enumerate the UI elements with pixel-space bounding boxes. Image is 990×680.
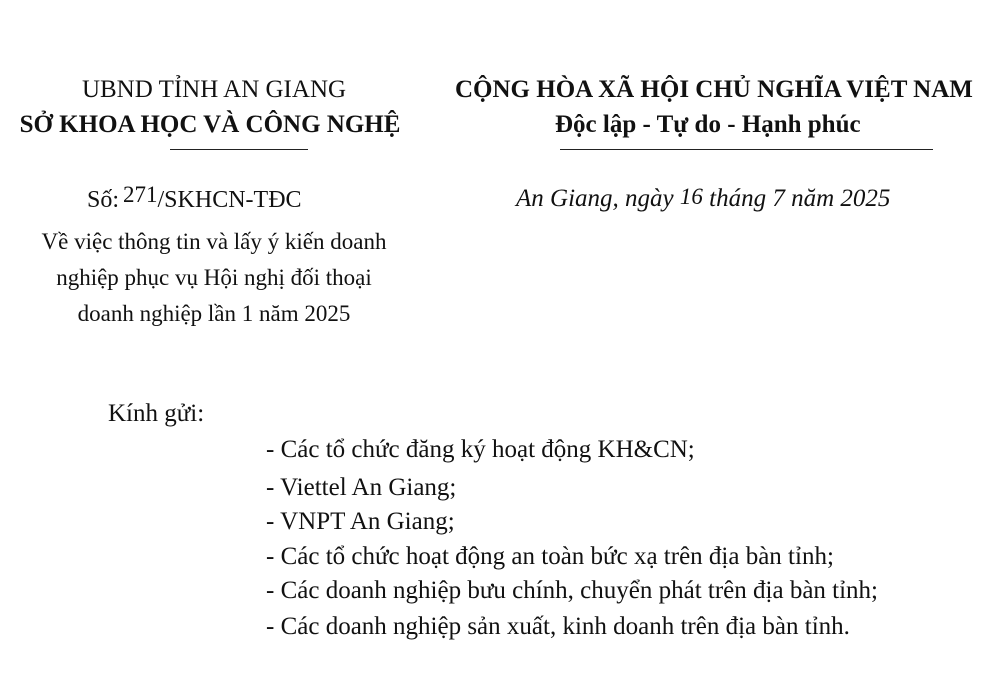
recipient-item: - Các tổ chức hoạt động an toàn bức xạ trên địa bàn tỉnh;	[266, 543, 834, 570]
issuing-agency-name: SỞ KHOA HỌC VÀ CÔNG NGHỆ	[19, 111, 401, 138]
recipient-item: - Các doanh nghiệp sản xuất, kinh doanh trên địa bàn tỉnh.	[266, 613, 850, 640]
subject-line: nghiệp phục vụ Hội nghị đối thoại	[56, 265, 372, 290]
recipient-item: - Các doanh nghiệp bưu chính, chuyển phát trên địa bàn tỉnh;	[266, 577, 878, 604]
motto-underline	[560, 149, 933, 150]
document-number-prefix: Số:	[87, 187, 120, 213]
recipient-item: - Các tổ chức đăng ký hoạt động KH&CN;	[266, 436, 695, 463]
recipients-greeting: Kính gửi:	[108, 400, 205, 427]
place-date-prefix: An Giang, ngày	[516, 185, 674, 212]
national-title: CỘNG HÒA XÃ HỘI CHỦ NGHĨA VIỆT NAM	[455, 76, 973, 103]
document-number	[87, 182, 302, 214]
date-year: năm 2025	[791, 185, 891, 212]
agency-underline	[170, 149, 308, 150]
subject-line: doanh nghiệp lần 1 năm 2025	[77, 301, 351, 326]
document-number-value: 271	[123, 182, 158, 207]
document-number-suffix: /SKHCN-TĐC	[157, 187, 302, 213]
date-month: tháng 7	[709, 185, 785, 212]
subject-line: Về việc thông tin và lấy ý kiến doanh	[41, 229, 387, 254]
national-motto: Độc lập - Tự do - Hạnh phúc	[555, 111, 861, 138]
place-and-date	[516, 185, 890, 213]
recipient-item: - VNPT An Giang;	[266, 508, 455, 535]
date-day: 16	[679, 184, 703, 209]
recipient-item: - Viettel An Giang;	[266, 474, 457, 501]
issuing-agency-parent: UBND TỈNH AN GIANG	[81, 76, 347, 103]
